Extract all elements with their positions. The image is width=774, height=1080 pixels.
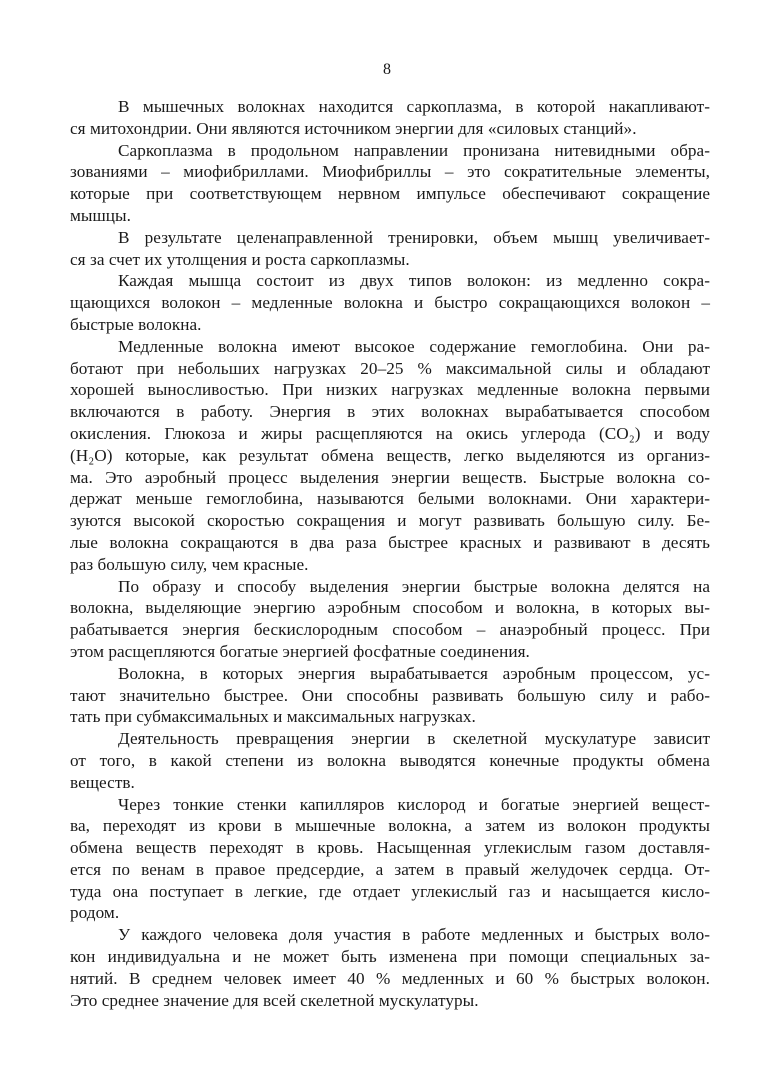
text-line: Волокна, в которых энергия вырабатывается аэробным процессом, ус- [118, 663, 710, 683]
body-text [70, 96, 710, 1011]
text-line: ва, переходят из крови в мышечные волокна, а затем из волокон продукты [70, 816, 710, 836]
text-line: ботают при небольших нагрузках 20–25 % максимальной силы и обладают [70, 358, 710, 378]
text-line: (H₂O) которые, как результат обмена веществ, легко выделяются из организ- [70, 445, 710, 465]
text-line: ма. Это аэробный процесс выделения энергии веществ. Быстрые волокна со- [70, 467, 710, 487]
text-line: хорошей выносливостью. При низких нагрузках медленные волокна первыми [70, 380, 710, 400]
text-line: окисления. Глюкоза и жиры расщепляются на окись углерода (CO₂) и воду [70, 423, 710, 443]
text-line: щающихся волокон – медленные волокна и быстро сокращающихся волокон – [70, 293, 710, 313]
text-line: В мышечных волокнах находится саркоплазма, в которой накапливают- [118, 97, 710, 116]
text-line: Медленные волокна имеют высокое содержание гемоглобина. Они ра- [118, 336, 710, 356]
text-line: туда она поступает в легкие, где отдает углекислый газ и насыщается кисло- [70, 881, 710, 901]
text-line: тают значительно быстрее. Они способны развивать большую силу и рабо- [70, 685, 710, 705]
text-line: зованиями – миофибриллами. Миофибриллы – это сократительные элементы, [70, 162, 710, 182]
paragraph [70, 576, 710, 663]
paragraph [70, 270, 710, 335]
text-line: У каждого человека доля участия в работе медленных и быстрых воло- [118, 925, 710, 945]
paragraph [70, 96, 710, 140]
page-number: 8 [383, 61, 391, 78]
text-line: В результате целенаправленной тренировки, объем мышц увеличивает- [118, 227, 710, 247]
text-line: ся митохондрии. Они являются источником энергии для «силовых станций». [70, 118, 637, 138]
text-line: Через тонкие стенки капилляров кислород и богатые энергией вещест- [118, 794, 710, 814]
text-line: этом расщепляются богатые энергией фосфатные соединения. [70, 641, 530, 661]
text-line: от того, в какой степени из волокна выводятся конечные продукты обмена [70, 750, 710, 770]
text-line: лые волокна сокращаются в два раза быстрее красных и развивают в десять [70, 532, 710, 552]
paragraph [70, 227, 710, 271]
text-line: включаются в работу. Энергия в этих волокнах вырабатывается способом [70, 402, 710, 422]
text-line: держат меньше гемоглобина, называются белыми волокнами. Они характери- [70, 489, 710, 509]
text-line: быстрые волокна. [70, 314, 202, 334]
paragraph [70, 140, 710, 227]
text-line: По образу и способу выделения энергии быстрые волокна делятся на [118, 576, 710, 596]
paragraph [70, 728, 710, 793]
text-line: зуются высокой скоростью сокращения и могут развивать большую силу. Бе- [70, 511, 710, 531]
text-line: мышцы. [70, 205, 132, 225]
text-line: волокна, выделяющие энергию аэробным способом и волокна, в которых вы- [70, 598, 710, 618]
text-line: нятий. В среднем человек имеет 40 % медленных и 60 % быстрых волокон. [70, 968, 710, 988]
text-line: Саркоплазма в продольном направлении пронизана нитевидными обра- [118, 140, 710, 160]
paragraph [70, 663, 710, 728]
text-line: рабатывается энергия бескислородным способом – анаэробный процесс. При [70, 620, 710, 640]
text-line: которые при соответствующем нервном импульсе обеспечивают сокращение [70, 184, 710, 204]
text-line: кон индивидуальна и не может быть изменена при помощи специальных за- [70, 947, 710, 967]
text-line: Деятельность превращения энергии в скелетной мускулатуре зависит [118, 729, 710, 749]
text-line: Каждая мышца состоит из двух типов волокон: из медленно сокра- [118, 271, 710, 291]
paragraph [70, 336, 710, 576]
paragraph [70, 794, 710, 925]
text-line: Это среднее значение для всей скелетной мускулатуры. [70, 990, 479, 1010]
text-line: веществ. [70, 772, 135, 792]
text-line: раз большую силу, чем красные. [70, 554, 309, 574]
text-line: тать при субмаксимальных и максимальных нагрузках. [70, 707, 476, 727]
text-line: ется по венам в правое предсердие, а затем в правый желудочек сердца. От- [70, 859, 710, 879]
paragraph [70, 924, 710, 1011]
text-line: родом. [70, 903, 120, 923]
text-line: обмена веществ переходят в кровь. Насыщенная углекислым газом доставля- [70, 838, 710, 858]
text-line: ся за счет их утолщения и роста саркоплазмы. [70, 249, 410, 269]
